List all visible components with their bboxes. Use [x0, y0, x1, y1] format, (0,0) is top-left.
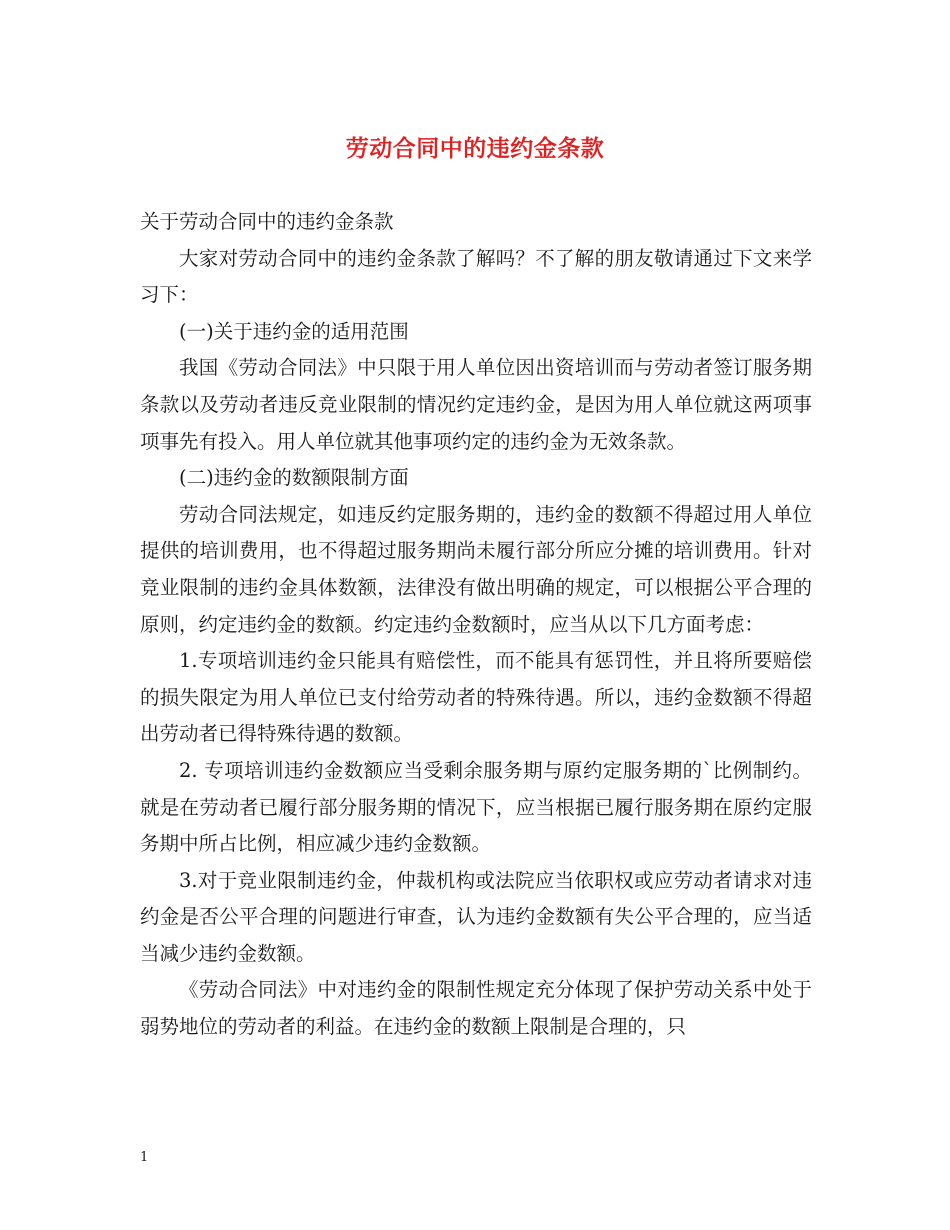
document-title: 劳动合同中的违约金条款 — [345, 135, 605, 162]
page-number: 1 — [140, 1150, 149, 1165]
paragraph-conclusion: 《劳动合同法》中对违约金的限制性规定充分体现了保护劳动关系中处于弱势地位的劳动者的利益。在违约金的数额上限制是合理的，只 — [140, 978, 812, 1039]
paragraph-heading-limit: (二)违约金的数额限制方面 — [179, 466, 409, 490]
paragraph-item-1: 1.专项培训违约金只能具有赔偿性，而不能具有惩罚性，并且将所要赔偿的损失限定为用人单位已支付给劳动者的特殊待遇。所以，违约金数额不得超出劳动者已得特殊待遇的数额。 — [140, 649, 812, 746]
document-body — [140, 204, 812, 1046]
paragraph-intro: 大家对劳动合同中的违约金条款了解吗？不了解的朋友敬请通过下文来学习下： — [140, 246, 812, 307]
paragraph-heading-scope: (一)关于违约金的适用范围 — [179, 319, 409, 343]
paragraph-item-3: 3.对于竞业限制违约金，仲裁机构或法院应当依职权或应劳动者请求对违约金是否公平合理的问题进行审查，认为违约金数额有失公平合理的，应当适当减少违约金数额。 — [140, 868, 812, 965]
paragraph-limit: 劳动合同法规定，如违反约定服务期的，违约金的数额不得超过用人单位提供的培训费用，也不得超过服务期尚未履行部分所应分摊的培训费用。针对竞业限制的违约金具体数额，法律没有做出明确的规定，可以根据公平合理的原则，约定违约金的数额。约定违约金数额时，应当从以下几方面考虑： — [140, 502, 812, 636]
paragraph-subtitle: 关于劳动合同中的违约金条款 — [140, 210, 394, 233]
paragraph-item-2: 2. 专项培训违约金数额应当受剩余服务期与原约定服务期的`比例制约。就是在劳动者已履行部分服务期的情况下，应当根据已履行服务期在原约定服务期中所占比例，相应减少违约金数额。 — [140, 758, 812, 856]
paragraph-scope: 我国《劳动合同法》中只限于用人单位因出资培训而与劳动者签订服务期条款以及劳动者违反竞业限制的情况约定违约金，是因为用人单位就这两项事项事先有投入。用人单位就其他事项约定的违约金为无效条款。 — [140, 356, 812, 453]
